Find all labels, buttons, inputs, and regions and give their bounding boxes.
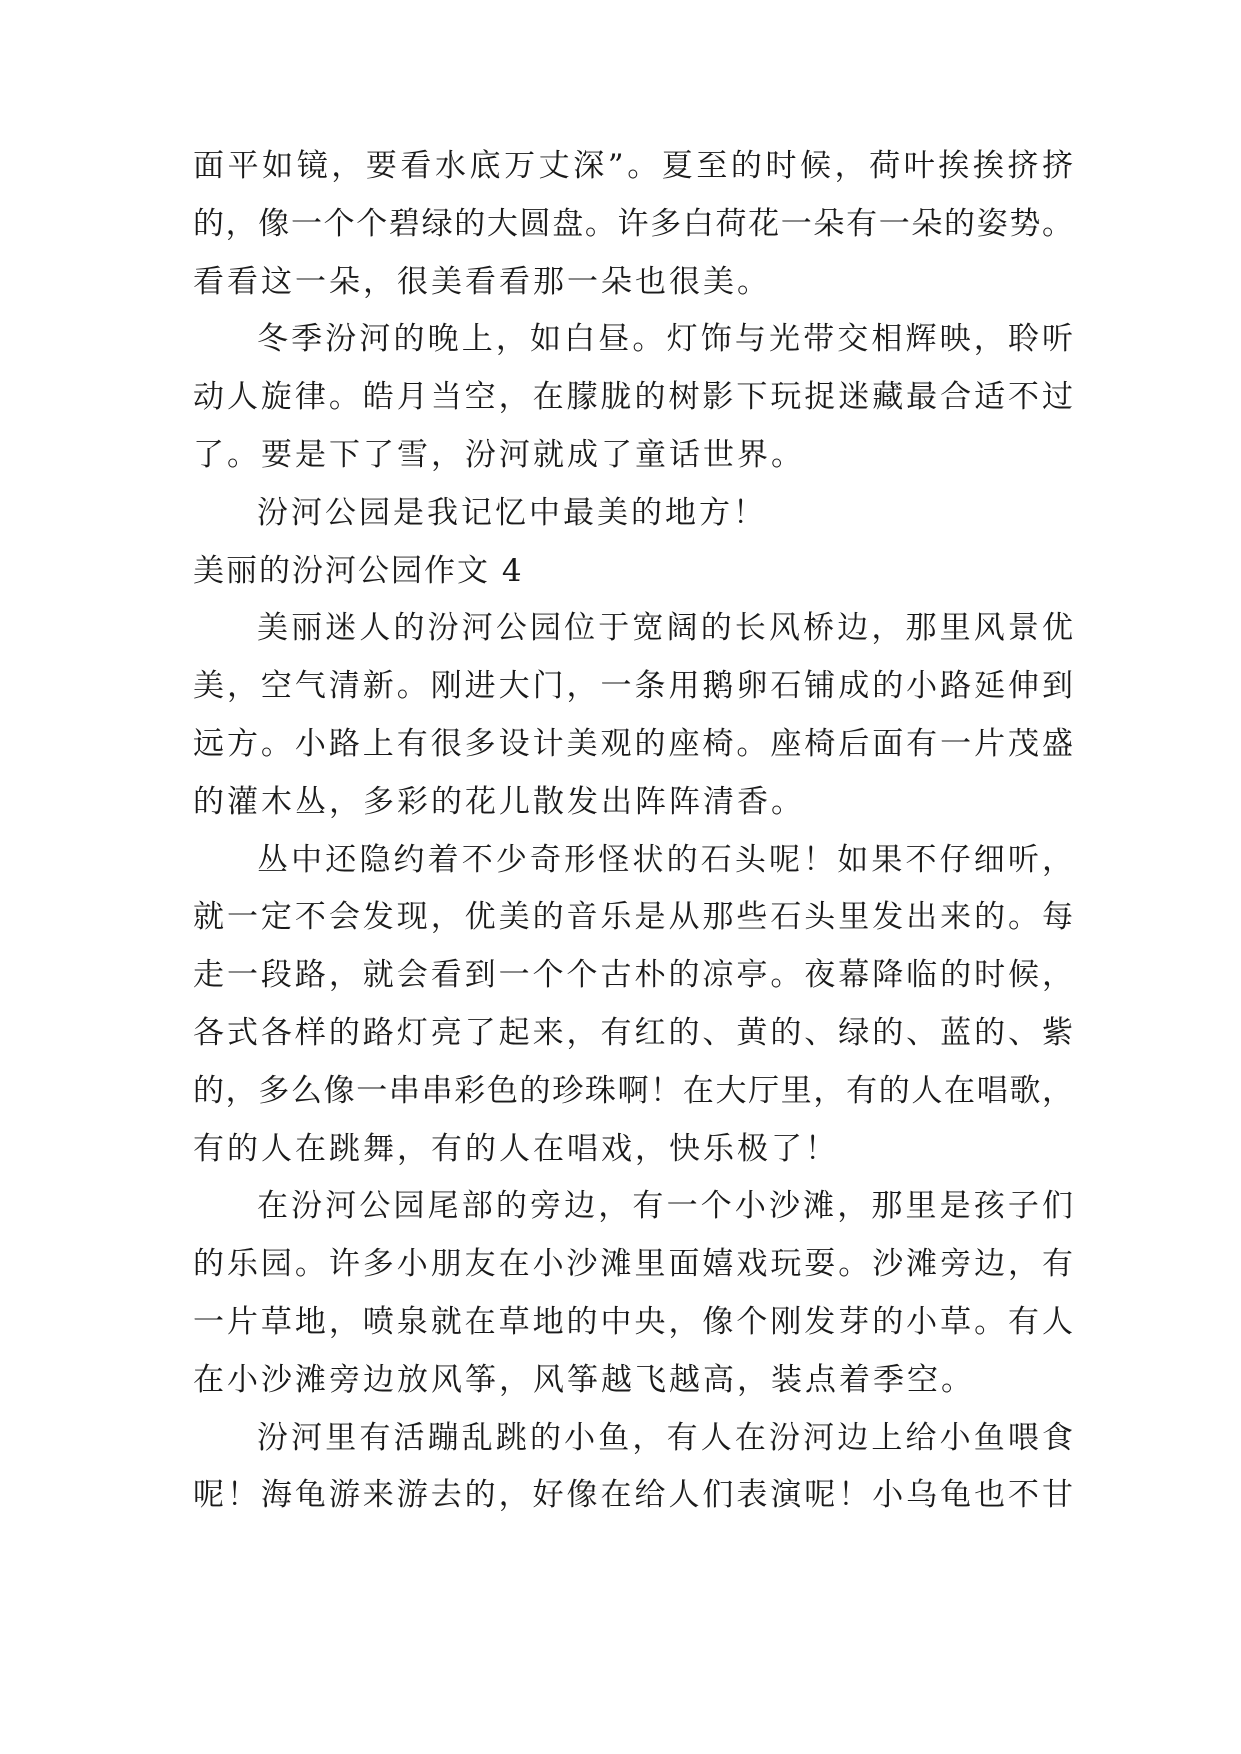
text-line: 的灌木丛，多彩的花儿散发出阵阵清香。 <box>193 783 805 820</box>
text-line: 的，多么像一串串彩色的珍珠啊！在大厅里，有的人在唱歌， <box>193 1072 1073 1109</box>
text-line: 就一定不会发现，优美的音乐是从那些石头里发出来的。每 <box>193 899 1073 936</box>
text-line: 冬季汾河的晚上，如白昼。灯饰与光带交相辉映，聆听 <box>257 321 1073 358</box>
text-line: 一片草地，喷泉就在草地的中央，像个刚发芽的小草。有人 <box>193 1303 1073 1340</box>
document-body <box>193 138 1073 1525</box>
text-line: 远方。小路上有很多设计美观的座椅。座椅后面有一片茂盛 <box>193 725 1073 762</box>
text-line: 呢！海龟游来游去的，好像在给人们表演呢！小乌龟也不甘 <box>193 1477 1073 1514</box>
text-line: 汾河公园是我记忆中最美的地方！ <box>257 494 767 531</box>
text-line: 美，空气清新。刚进大门，一条用鹅卵石铺成的小路延伸到 <box>193 668 1073 705</box>
text-line: 的乐园。许多小朋友在小沙滩里面嬉戏玩耍。沙滩旁边，有 <box>193 1246 1073 1283</box>
text-line: 动人旋律。皓月当空，在朦胧的树影下玩捉迷藏最合适不过 <box>193 379 1073 416</box>
text-line: 丛中还隐约着不少奇形怪状的石头呢！如果不仔细听， <box>257 841 1073 878</box>
text-line: 面平如镜，要看水底万丈深”。夏至的时候，荷叶挨挨挤挤 <box>193 148 1073 184</box>
text-line: 各式各样的路灯亮了起来，有红的、黄的、绿的、蓝的、紫 <box>193 1014 1073 1051</box>
text-line: 的，像一个个碧绿的大圆盘。许多白荷花一朵有一朵的姿势。 <box>193 205 1073 242</box>
text-line: 了。要是下了雪，汾河就成了童话世界。 <box>193 436 805 473</box>
text-line: 在小沙滩旁边放风筝，风筝越飞越高，装点着季空。 <box>193 1361 975 1398</box>
text-line: 有的人在跳舞，有的人在唱戏，快乐极了！ <box>193 1130 839 1167</box>
text-line: 在汾河公园尾部的旁边，有一个小沙滩，那里是孩子们 <box>257 1188 1073 1225</box>
section-heading: 美丽的汾河公园作文 4 <box>193 552 524 589</box>
text-line: 美丽迷人的汾河公园位于宽阔的长风桥边，那里风景优 <box>257 610 1073 647</box>
text-line: 走一段路，就会看到一个个古朴的凉亭。夜幕降临的时候， <box>193 957 1073 994</box>
text-line: 看看这一朵，很美看看那一朵也很美。 <box>193 263 771 300</box>
text-line: 汾河里有活蹦乱跳的小鱼，有人在汾河边上给小鱼喂食 <box>257 1419 1073 1456</box>
